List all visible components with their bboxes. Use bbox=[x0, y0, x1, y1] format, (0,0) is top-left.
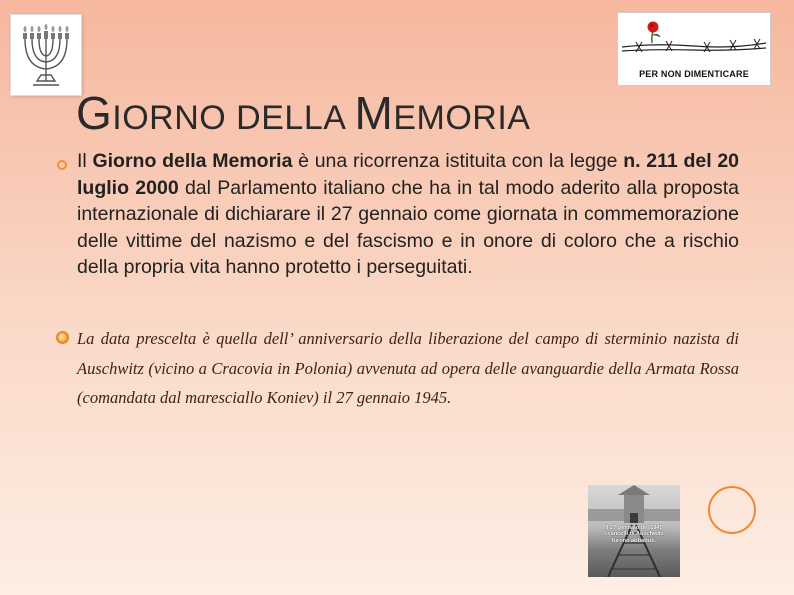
photo-caption-line-1: Il 27 gennaio del 1945 bbox=[605, 525, 663, 531]
para1-bold-legge: n. 211 del 20 luglio 2000 bbox=[77, 150, 740, 199]
slide-title bbox=[76, 86, 530, 140]
logo-caption: PER NON DIMENTICARE bbox=[639, 69, 749, 79]
para1-lead: Il bbox=[77, 150, 93, 172]
barbed-wire-rose-icon bbox=[618, 13, 770, 65]
photo-caption bbox=[592, 525, 676, 544]
para1-bold-giorno: Giorno della Memoria bbox=[92, 150, 293, 172]
photo-caption-line-2: i cancelli di Auschwitz bbox=[604, 531, 664, 538]
per-non-dimenticare-logo bbox=[617, 12, 771, 86]
title-initial-g: G bbox=[76, 87, 113, 139]
photo-caption-line-3: furono abbattuti. bbox=[611, 537, 657, 544]
menorah-icon bbox=[11, 15, 81, 95]
decorative-circle bbox=[708, 486, 756, 534]
title-part-2: EMORIA bbox=[393, 99, 531, 137]
paragraph-auschwitz: La data prescelta è quella dell’ anniversario della liberazione del campo di sterminio nazista di Auschwitz (vicino a Cracovia in Polonia) avvenuta ad opera delle avanguardie della Armata Rossa (comandata dal maresciallo Koniev) il 27 gennaio 1945. bbox=[77, 329, 739, 407]
title-initial-m: M bbox=[354, 87, 394, 139]
paragraph-legge bbox=[77, 148, 739, 281]
bullet-circle-icon bbox=[57, 160, 67, 170]
title-part-1: IORNO DELLA bbox=[112, 99, 355, 137]
auschwitz-gate-photo bbox=[588, 485, 680, 577]
para1-mid: è una ricorrenza istituita con la legge bbox=[292, 150, 624, 172]
bullet-orb-icon bbox=[56, 331, 69, 344]
menorah-image bbox=[10, 14, 82, 96]
para1-tail: dal Parlamento italiano che ha in tal modo aderito alla proposta internazionale di dichiarare il 27 gennaio come giornata in commemorazione delle vittime del nazismo e del fascismo e in onore di coloro che a rischio della propria vita hanno protetto i perseguitati. bbox=[77, 176, 739, 279]
